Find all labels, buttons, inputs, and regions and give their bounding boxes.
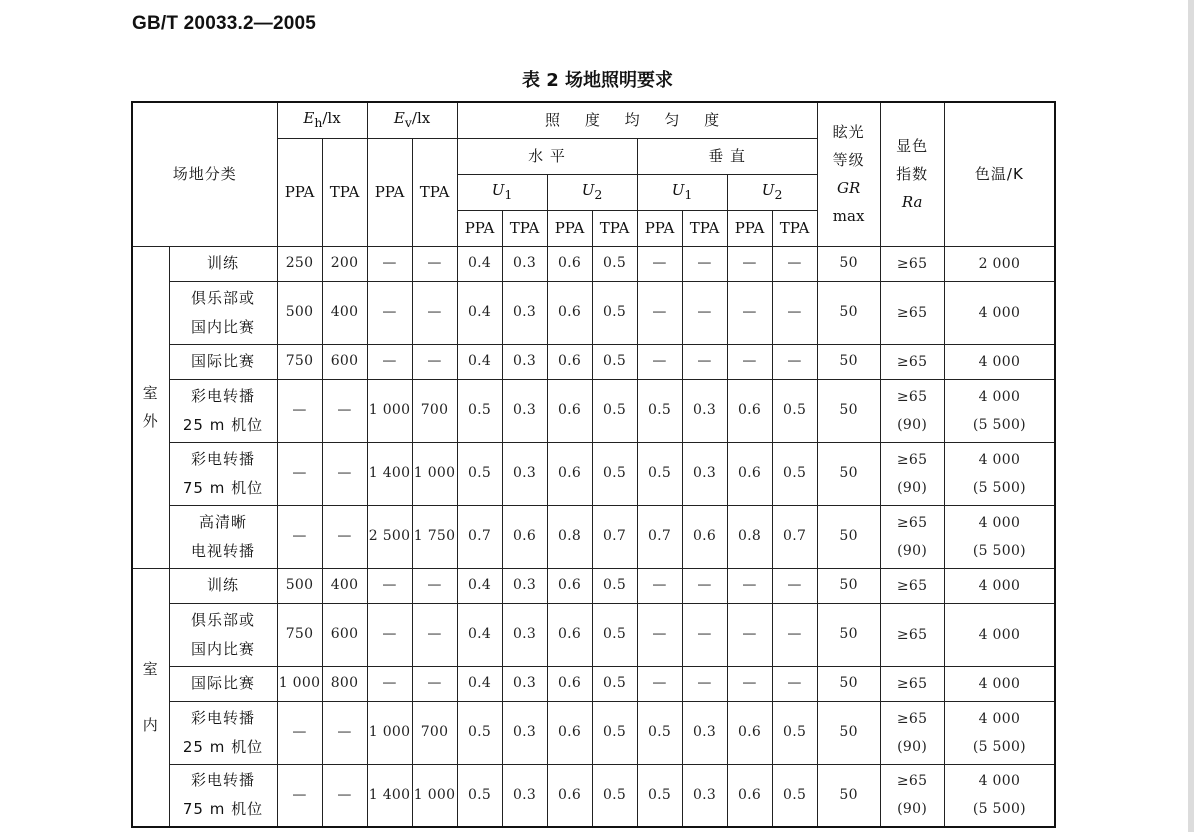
- cell-v-u1-tpa: —: [682, 344, 727, 379]
- cell-ev-ppa: —: [367, 281, 412, 344]
- cell-ev-ppa: 2 500: [367, 505, 412, 568]
- row-label: 国际比赛: [169, 344, 277, 379]
- table-row: [132, 379, 1055, 442]
- header-v-u1-ppa: PPA: [637, 210, 682, 246]
- cell-eh-ppa: 1 000: [277, 666, 322, 701]
- header-h-u1-ppa: PPA: [457, 210, 502, 246]
- cell-v-u2-ppa: —: [727, 666, 772, 701]
- cell-h-u2-ppa: 0.6: [547, 379, 592, 442]
- cell-color-temp: 4 000 (5 500): [944, 442, 1055, 505]
- table-row: [132, 568, 1055, 603]
- cell-eh-tpa: 400: [322, 568, 367, 603]
- cell-v-u2-ppa: 0.6: [727, 442, 772, 505]
- cell-h-u1-ppa: 0.4: [457, 568, 502, 603]
- cell-v-u1-ppa: —: [637, 344, 682, 379]
- header-h-u1: $U_1$: [457, 174, 547, 210]
- cell-h-u2-tpa: 0.5: [592, 246, 637, 281]
- table-row: [132, 666, 1055, 701]
- cell-color-temp: 4 000 (5 500): [944, 764, 1055, 827]
- cell-color-temp: 4 000: [944, 666, 1055, 701]
- cell-h-u1-ppa: 0.4: [457, 666, 502, 701]
- cell-v-u1-tpa: —: [682, 281, 727, 344]
- cell-v-u1-tpa: —: [682, 666, 727, 701]
- cell-v-u2-tpa: —: [772, 568, 817, 603]
- cell-h-u2-ppa: 0.6: [547, 246, 592, 281]
- cell-h-u1-tpa: 0.6: [502, 505, 547, 568]
- row-label: 彩电转播 75 m 机位: [169, 764, 277, 827]
- cell-ev-tpa: —: [412, 603, 457, 666]
- cell-eh-tpa: 200: [322, 246, 367, 281]
- header-ev-tpa: TPA: [412, 138, 457, 246]
- header-v-u2-ppa: PPA: [727, 210, 772, 246]
- header-v-u1: $U_1$: [637, 174, 727, 210]
- cell-h-u1-tpa: 0.3: [502, 701, 547, 764]
- row-label: 高清晰 电视转播: [169, 505, 277, 568]
- cell-v-u2-ppa: 0.6: [727, 764, 772, 827]
- header-uniformity: 照 度 均 匀 度: [457, 102, 817, 138]
- cell-v-u2-tpa: —: [772, 246, 817, 281]
- cell-h-u1-tpa: 0.3: [502, 281, 547, 344]
- cell-h-u1-ppa: 0.7: [457, 505, 502, 568]
- cell-color-temp: 4 000 (5 500): [944, 505, 1055, 568]
- cell-v-u1-tpa: 0.3: [682, 701, 727, 764]
- cell-v-u2-ppa: 0.8: [727, 505, 772, 568]
- cell-gr: 50: [817, 246, 880, 281]
- cell-ev-ppa: —: [367, 666, 412, 701]
- cell-h-u1-tpa: 0.3: [502, 379, 547, 442]
- cell-h-u1-tpa: 0.3: [502, 603, 547, 666]
- cell-gr: 50: [817, 666, 880, 701]
- header-eh: $E_h/lx$: [277, 102, 367, 138]
- cell-h-u2-tpa: 0.5: [592, 764, 637, 827]
- cell-ev-ppa: 1 000: [367, 701, 412, 764]
- cell-v-u1-tpa: 0.6: [682, 505, 727, 568]
- header-eh-tpa: TPA: [322, 138, 367, 246]
- standard-code-header: GB/T 20033.2—2005: [132, 13, 317, 34]
- cell-color-temp: 4 000: [944, 603, 1055, 666]
- cell-gr: 50: [817, 379, 880, 442]
- cell-h-u2-tpa: 0.5: [592, 281, 637, 344]
- cell-ra: ≥65: [880, 246, 944, 281]
- cell-ra: ≥65: [880, 666, 944, 701]
- group-cell: 室 内: [132, 568, 169, 827]
- cell-ev-ppa: 1 400: [367, 442, 412, 505]
- cell-h-u1-ppa: 0.5: [457, 764, 502, 827]
- cell-ev-ppa: 1 400: [367, 764, 412, 827]
- cell-h-u2-tpa: 0.5: [592, 379, 637, 442]
- cell-h-u1-tpa: 0.3: [502, 442, 547, 505]
- cell-eh-ppa: 750: [277, 344, 322, 379]
- table-row: [132, 442, 1055, 505]
- cell-h-u1-ppa: 0.4: [457, 281, 502, 344]
- table-title: 表 2 场地照明要求: [521, 70, 674, 91]
- cell-v-u1-tpa: —: [682, 568, 727, 603]
- cell-ev-tpa: 1 000: [412, 764, 457, 827]
- cell-h-u1-ppa: 0.4: [457, 344, 502, 379]
- header-h-u2-ppa: PPA: [547, 210, 592, 246]
- cell-eh-ppa: 500: [277, 568, 322, 603]
- row-label: 俱乐部或 国内比赛: [169, 603, 277, 666]
- cell-v-u2-tpa: —: [772, 344, 817, 379]
- header-ev: $E_v/lx$: [367, 102, 457, 138]
- cell-v-u2-tpa: 0.5: [772, 764, 817, 827]
- header-v-u2-tpa: TPA: [772, 210, 817, 246]
- cell-ra: ≥65: [880, 281, 944, 344]
- cell-h-u2-tpa: 0.5: [592, 344, 637, 379]
- lighting-requirements-table: [131, 101, 1056, 828]
- cell-v-u2-ppa: —: [727, 603, 772, 666]
- cell-v-u2-tpa: —: [772, 281, 817, 344]
- cell-ev-tpa: —: [412, 666, 457, 701]
- header-h-u2: $U_2$: [547, 174, 637, 210]
- cell-color-temp: 4 000: [944, 568, 1055, 603]
- cell-h-u1-tpa: 0.3: [502, 568, 547, 603]
- cell-gr: 50: [817, 568, 880, 603]
- cell-v-u1-ppa: 0.5: [637, 764, 682, 827]
- cell-h-u2-tpa: 0.5: [592, 568, 637, 603]
- table-row: [132, 281, 1055, 344]
- cell-v-u2-ppa: —: [727, 246, 772, 281]
- cell-ev-tpa: 1 000: [412, 442, 457, 505]
- table-row: [132, 246, 1055, 281]
- header-color-rendering: 显色 指数 Ra: [880, 102, 944, 246]
- cell-eh-tpa: —: [322, 442, 367, 505]
- cell-ev-tpa: —: [412, 344, 457, 379]
- cell-h-u2-ppa: 0.6: [547, 603, 592, 666]
- cell-ev-tpa: 1 750: [412, 505, 457, 568]
- row-label: 彩电转播 25 m 机位: [169, 701, 277, 764]
- table-body: [132, 246, 1055, 827]
- cell-v-u1-tpa: 0.3: [682, 442, 727, 505]
- cell-ev-ppa: —: [367, 603, 412, 666]
- row-label: 俱乐部或 国内比赛: [169, 281, 277, 344]
- cell-h-u2-ppa: 0.6: [547, 442, 592, 505]
- cell-v-u1-tpa: 0.3: [682, 764, 727, 827]
- cell-ra: ≥65 (90): [880, 442, 944, 505]
- cell-v-u1-ppa: 0.5: [637, 701, 682, 764]
- header-vertical: 垂 直: [637, 138, 817, 174]
- cell-eh-tpa: 600: [322, 344, 367, 379]
- header-h-u1-tpa: TPA: [502, 210, 547, 246]
- cell-ev-ppa: —: [367, 246, 412, 281]
- cell-h-u1-ppa: 0.4: [457, 603, 502, 666]
- cell-h-u1-tpa: 0.3: [502, 764, 547, 827]
- row-label: 彩电转播 75 m 机位: [169, 442, 277, 505]
- header-category: 场地分类: [132, 102, 277, 246]
- cell-gr: 50: [817, 701, 880, 764]
- table-row: [132, 764, 1055, 827]
- cell-ev-ppa: 1 000: [367, 379, 412, 442]
- cell-gr: 50: [817, 505, 880, 568]
- row-label: 国际比赛: [169, 666, 277, 701]
- cell-gr: 50: [817, 344, 880, 379]
- cell-v-u2-tpa: —: [772, 666, 817, 701]
- cell-eh-ppa: —: [277, 505, 322, 568]
- cell-ev-tpa: —: [412, 568, 457, 603]
- cell-ra: ≥65: [880, 603, 944, 666]
- cell-ev-ppa: —: [367, 568, 412, 603]
- cell-h-u2-ppa: 0.6: [547, 701, 592, 764]
- cell-eh-ppa: 750: [277, 603, 322, 666]
- cell-eh-ppa: —: [277, 701, 322, 764]
- page-edge-shadow: [1188, 0, 1194, 832]
- header-v-u1-tpa: TPA: [682, 210, 727, 246]
- group-cell: 室 外: [132, 246, 169, 568]
- cell-color-temp: 4 000: [944, 281, 1055, 344]
- cell-v-u2-ppa: 0.6: [727, 701, 772, 764]
- cell-h-u2-tpa: 0.5: [592, 666, 637, 701]
- cell-v-u2-ppa: 0.6: [727, 379, 772, 442]
- cell-v-u2-ppa: —: [727, 344, 772, 379]
- cell-gr: 50: [817, 603, 880, 666]
- cell-eh-tpa: 400: [322, 281, 367, 344]
- cell-v-u1-tpa: —: [682, 603, 727, 666]
- cell-h-u2-ppa: 0.6: [547, 568, 592, 603]
- cell-eh-tpa: —: [322, 764, 367, 827]
- cell-v-u1-ppa: —: [637, 568, 682, 603]
- header-glare: 眩光 等级 GR max: [817, 102, 880, 246]
- cell-eh-ppa: 250: [277, 246, 322, 281]
- cell-v-u1-ppa: 0.5: [637, 442, 682, 505]
- cell-h-u1-tpa: 0.3: [502, 246, 547, 281]
- cell-eh-tpa: —: [322, 505, 367, 568]
- cell-ra: ≥65: [880, 568, 944, 603]
- cell-eh-ppa: —: [277, 764, 322, 827]
- cell-ev-tpa: —: [412, 246, 457, 281]
- table-row: [132, 344, 1055, 379]
- cell-eh-ppa: —: [277, 379, 322, 442]
- cell-gr: 50: [817, 442, 880, 505]
- cell-ra: ≥65 (90): [880, 379, 944, 442]
- cell-ra: ≥65 (90): [880, 764, 944, 827]
- cell-ev-ppa: —: [367, 344, 412, 379]
- cell-v-u1-ppa: —: [637, 603, 682, 666]
- cell-h-u2-tpa: 0.5: [592, 442, 637, 505]
- cell-v-u1-tpa: 0.3: [682, 379, 727, 442]
- cell-v-u2-ppa: —: [727, 281, 772, 344]
- cell-h-u1-ppa: 0.5: [457, 442, 502, 505]
- cell-color-temp: 2 000: [944, 246, 1055, 281]
- cell-h-u1-tpa: 0.3: [502, 344, 547, 379]
- cell-v-u1-tpa: —: [682, 246, 727, 281]
- cell-v-u2-tpa: 0.5: [772, 379, 817, 442]
- cell-ra: ≥65 (90): [880, 701, 944, 764]
- cell-h-u1-tpa: 0.3: [502, 666, 547, 701]
- row-label: 训练: [169, 568, 277, 603]
- header-horizontal: 水 平: [457, 138, 637, 174]
- cell-v-u2-tpa: —: [772, 603, 817, 666]
- cell-v-u2-tpa: 0.5: [772, 442, 817, 505]
- cell-ra: ≥65 (90): [880, 505, 944, 568]
- cell-v-u1-ppa: —: [637, 666, 682, 701]
- cell-eh-tpa: —: [322, 701, 367, 764]
- cell-ra: ≥65: [880, 344, 944, 379]
- table-row: [132, 505, 1055, 568]
- header-h-u2-tpa: TPA: [592, 210, 637, 246]
- cell-h-u2-ppa: 0.6: [547, 764, 592, 827]
- cell-eh-tpa: 600: [322, 603, 367, 666]
- row-label: 彩电转播 25 m 机位: [169, 379, 277, 442]
- table-row: [132, 603, 1055, 666]
- cell-h-u2-ppa: 0.8: [547, 505, 592, 568]
- cell-v-u2-ppa: —: [727, 568, 772, 603]
- cell-h-u1-ppa: 0.5: [457, 701, 502, 764]
- cell-color-temp: 4 000: [944, 344, 1055, 379]
- cell-eh-tpa: —: [322, 379, 367, 442]
- cell-ev-tpa: 700: [412, 701, 457, 764]
- cell-v-u1-ppa: 0.5: [637, 379, 682, 442]
- cell-h-u1-ppa: 0.4: [457, 246, 502, 281]
- cell-v-u1-ppa: —: [637, 281, 682, 344]
- cell-h-u2-tpa: 0.5: [592, 603, 637, 666]
- header-eh-ppa: PPA: [277, 138, 322, 246]
- row-label: 训练: [169, 246, 277, 281]
- cell-h-u2-ppa: 0.6: [547, 666, 592, 701]
- cell-h-u1-ppa: 0.5: [457, 379, 502, 442]
- cell-eh-ppa: —: [277, 442, 322, 505]
- header-color-temp: 色温/K: [944, 102, 1055, 246]
- cell-h-u2-ppa: 0.6: [547, 281, 592, 344]
- cell-eh-tpa: 800: [322, 666, 367, 701]
- cell-v-u2-tpa: 0.7: [772, 505, 817, 568]
- cell-v-u1-ppa: 0.7: [637, 505, 682, 568]
- cell-ev-tpa: 700: [412, 379, 457, 442]
- cell-ev-tpa: —: [412, 281, 457, 344]
- header-v-u2: $U_2$: [727, 174, 817, 210]
- cell-color-temp: 4 000 (5 500): [944, 379, 1055, 442]
- cell-color-temp: 4 000 (5 500): [944, 701, 1055, 764]
- header-ev-ppa: PPA: [367, 138, 412, 246]
- cell-gr: 50: [817, 281, 880, 344]
- cell-v-u1-ppa: —: [637, 246, 682, 281]
- cell-v-u2-tpa: 0.5: [772, 701, 817, 764]
- cell-h-u2-ppa: 0.6: [547, 344, 592, 379]
- cell-gr: 50: [817, 764, 880, 827]
- cell-h-u2-tpa: 0.5: [592, 701, 637, 764]
- cell-h-u2-tpa: 0.7: [592, 505, 637, 568]
- table-row: [132, 701, 1055, 764]
- cell-eh-ppa: 500: [277, 281, 322, 344]
